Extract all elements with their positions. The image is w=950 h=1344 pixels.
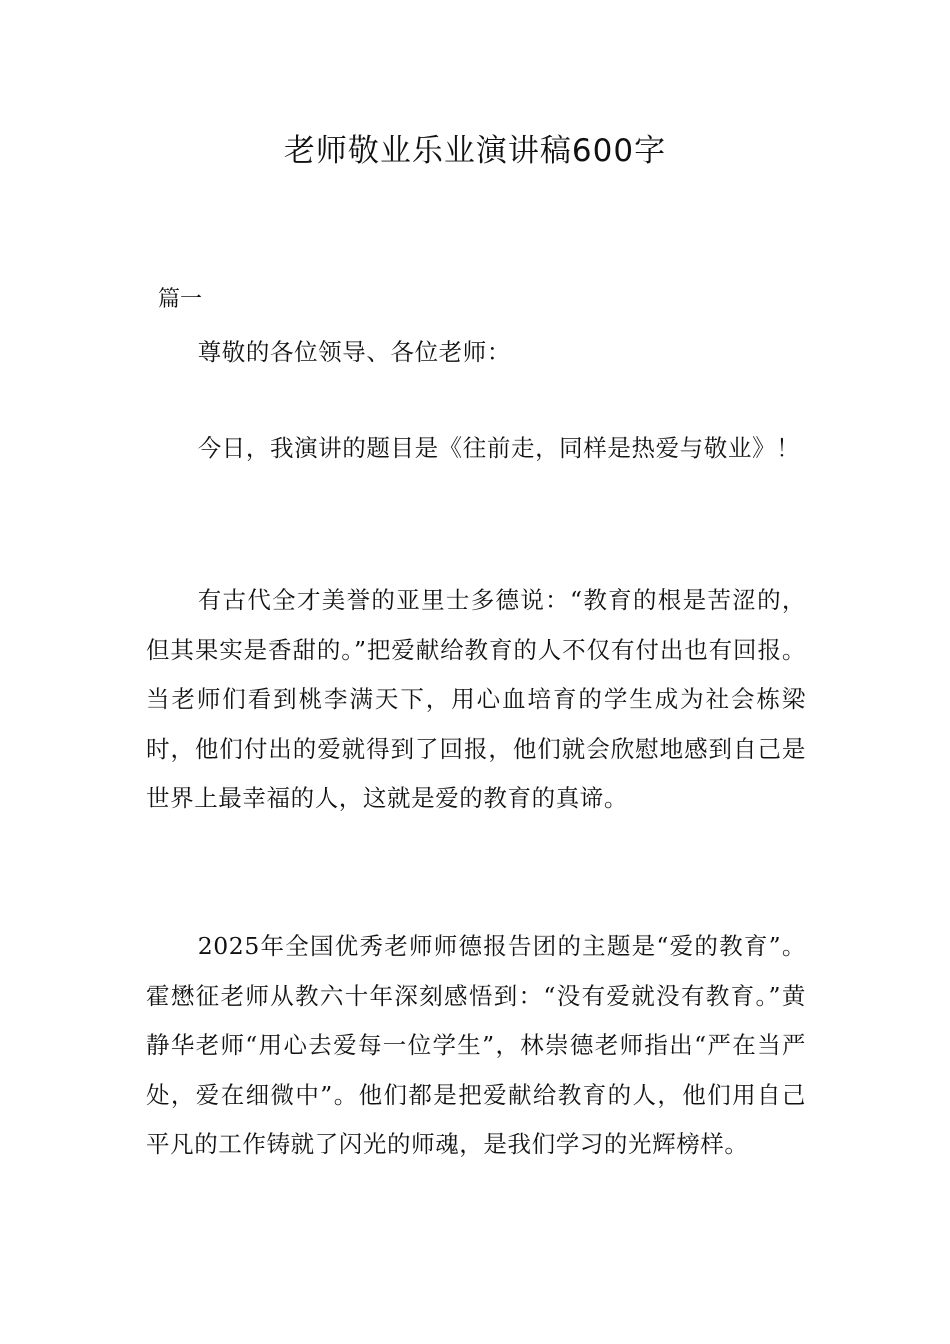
section-label: 篇一 [158, 287, 203, 312]
paragraph-report-group: 2025年全国优秀老师师德报告团的主题是“爱的教育”。霍懋征老师从教六十年深刻感悟到：“没有爱就没有教育。”黄静华老师“用心去爱每一位学生”，林崇德老师指出“严在当严处，爱在细微中”。他们都是把爱献给教育的人，他们用自己平凡的工作铸就了闪光的师魂，是我们学习的光辉榜样。 [146, 932, 806, 1158]
paragraph-aristotle: 有古代全才美誉的亚里士多德说：“教育的根是苦涩的，但其果实是香甜的。”把爱献给教育的人不仅有付出也有回报。当老师们看到桃李满天下，用心血培育的学生成为社会栋梁时，他们付出的爱就得到了回报，他们就会欣慰地感到自己是世界上最幸福的人，这就是爱的教育的真谛。 [146, 586, 806, 812]
paragraph-greeting: 尊敬的各位领导、各位老师： [197, 338, 511, 366]
paragraph-topic: 今日，我演讲的题目是《往前走，同样是热爱与敬业》！ [197, 434, 801, 462]
document-title: 老师敬业乐业演讲稿600字 [283, 133, 667, 169]
